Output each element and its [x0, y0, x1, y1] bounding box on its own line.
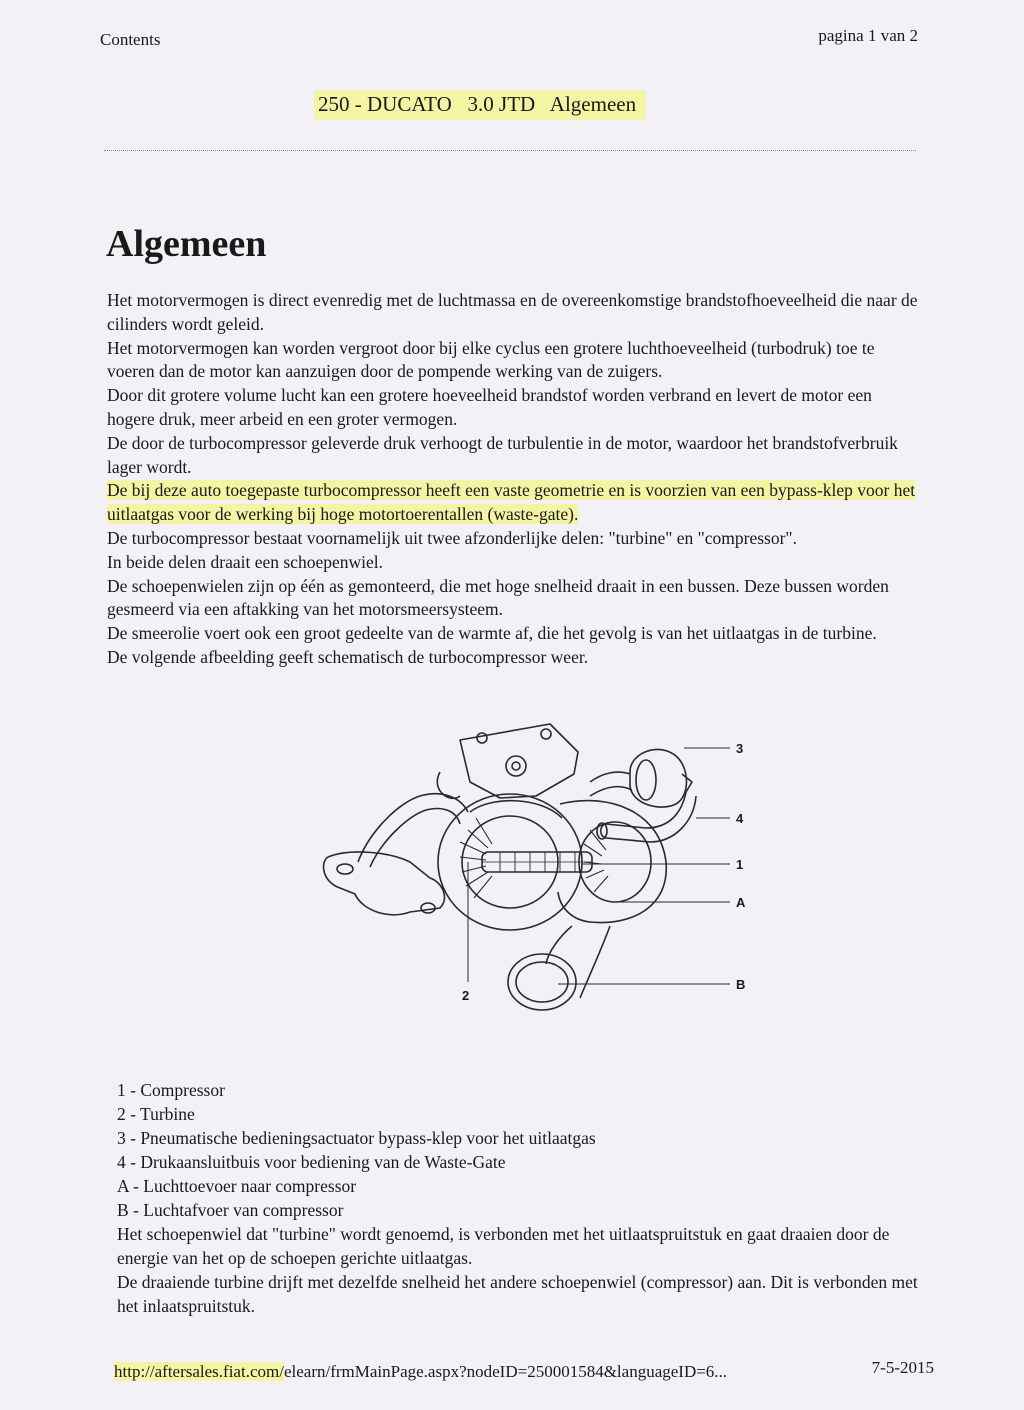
paragraph: De turbocompressor bestaat voornamelijk uit twee afzonderlijke delen: "turbine" en "compressor". [107, 527, 797, 548]
paragraph: De volgende afbeelding geeft schematisch de turbocompressor weer. [107, 646, 589, 667]
paragraph: De door de turbocompressor geleverde druk verhoogt de turbulentie in de motor, waardoor het brandstofverbruik lager wordt. [107, 432, 898, 477]
intro-text [107, 289, 919, 670]
callout-2: 2 [462, 988, 470, 1003]
header-divider [104, 150, 916, 151]
header-page-number: pagina 1 van 2 [818, 26, 918, 45]
diagram-legend [117, 1078, 927, 1318]
paragraph: De draaiende turbine drijft met dezelfde snelheid het andere schoepenwiel (compressor) aan. Dit is verbonden met het inlaatspruitstuk. [117, 1272, 918, 1316]
legend-item: A - Luchttoevoer naar compressor [117, 1176, 357, 1196]
header-contents: Contents [100, 30, 161, 49]
legend-item: 2 - Turbine [117, 1104, 195, 1124]
callout-4: 4 [736, 811, 744, 826]
callout-a: A [736, 895, 746, 910]
legend-item: 4 - Drukaansluitbuis voor bediening van de Waste-Gate [117, 1152, 506, 1172]
paragraph: Het schoepenwiel dat "turbine" wordt genoemd, is verbonden met het uitlaatspruitstuk en gaat draaien door de energie van het op de schoepen gerichte uitlaatgas. [117, 1224, 890, 1268]
section-heading: Algemeen [106, 223, 267, 265]
wastegate-actuator [630, 749, 687, 807]
footer-url-host[interactable]: http://aftersales.fiat.com/ [114, 1362, 284, 1381]
legend-item: 1 - Compressor [117, 1080, 225, 1100]
paragraph: De schoepenwielen zijn op één as gemonteerd, die met hoge snelheid draait in een bussen. Deze bussen worden gesmeerd via een aftakking van het motorsmeersysteem. [107, 575, 889, 620]
paragraph: Door dit grotere volume lucht kan een grotere hoeveelheid brandstof worden verbrand en levert de motor een hogere druk, meer arbeid en een groter vermogen. [107, 385, 872, 429]
callout-3: 3 [736, 741, 744, 756]
document-title [314, 90, 646, 120]
page-footer [114, 1358, 934, 1382]
paragraph: Het motorvermogen is direct evenredig met de luchtmassa en de overeenkomstige brandstofhoeveelheid die naar de cilinders wordt geleid. [107, 290, 918, 334]
footer-url-path[interactable]: elearn/frmMainPage.aspx?nodeID=250001584&languageID=6... [283, 1362, 728, 1381]
callout-1: 1 [736, 857, 744, 872]
paragraph: In beide delen draait een schoepenwiel. [107, 551, 383, 572]
paragraph: Het motorvermogen kan worden vergroot door bij elke cyclus een grotere luchthoeveelheid (turbodruk) toe te voeren dan de motor kan aanzuigen door de pompende werking van de zuigers. [107, 337, 875, 382]
callout-b: B [736, 977, 746, 992]
footer-date: 7-5-2015 [871, 1358, 934, 1377]
legend-item: B - Luchtafvoer van compressor [117, 1200, 344, 1220]
legend-item: 3 - Pneumatische bedieningsactuator bypass-klep voor het uitlaatgas [117, 1128, 596, 1148]
manifold-flange [324, 852, 445, 915]
turbocompressor-diagram [310, 712, 780, 1032]
paragraph: De smeerolie voert ook een groot gedeelte van de warmte af, die het gevolg is van het uitlaatgas in de turbine. [107, 623, 877, 644]
highlighted-paragraph [107, 479, 919, 527]
compressor-housing [558, 801, 666, 923]
highlighted-text: De bij deze auto toegepaste turbocompressor heeft een vaste geometrie en is voorzien van een bypass-klep voor het uitlaatgas voor de werking bij hoge motortoerentallen (waste-gate). [107, 480, 916, 525]
document-title-text: 250 - DUCATO 3.0 JTD Algemeen [318, 92, 637, 116]
